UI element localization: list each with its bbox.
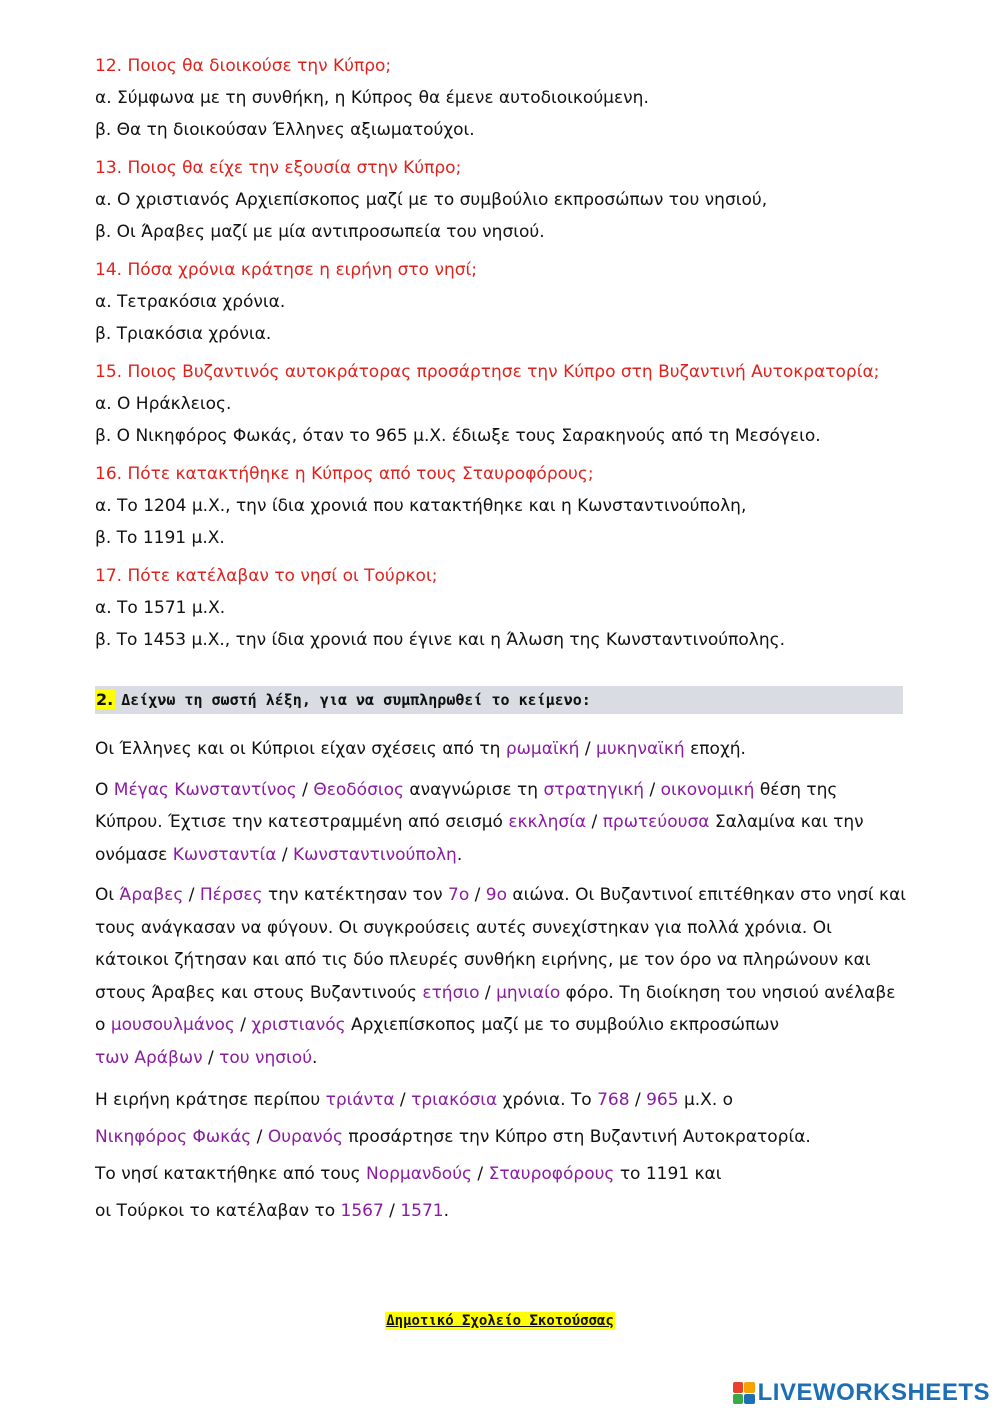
cloze-text-segment: Σαλαμίνα και την ονόμασε: [95, 812, 864, 865]
cloze-line-5: [95, 1119, 910, 1156]
cloze-text-segment: Ο: [95, 779, 114, 800]
question-text: 16. Πότε κατακτήθηκε η Κύπρος από τους Σταυροφόρους;: [95, 464, 594, 484]
cloze-text-segment: φόρο. Τη διοίκηση του νησιού ανέλαβε ο: [95, 982, 896, 1035]
cloze-text-segment: .: [456, 844, 463, 865]
choice-separator: /: [202, 1047, 220, 1068]
choice-separator: /: [629, 1090, 647, 1110]
cloze-text-segment: το 1191 και: [614, 1164, 722, 1184]
answer-option-a[interactable]: α. Το 1204 μ.Χ., την ίδια χρονιά που κατακτήθηκε και η Κωνσταντινούπολη,: [95, 496, 747, 516]
word-choice[interactable]: μηνιαίο: [496, 982, 561, 1003]
answer-option-b[interactable]: β. Το 1453 μ.Χ., την ίδια χρονιά που έγινε και η Άλωση της Κωνσταντινούπολης.: [95, 630, 785, 650]
question-12: [95, 50, 915, 146]
answer-option-a[interactable]: α. Σύμφωνα με τη συνθήκη, η Κύπρος θα έμενε αυτοδιοικούμενη.: [95, 88, 649, 108]
word-choice[interactable]: μουσουλμάνος: [110, 1015, 235, 1035]
word-choice[interactable]: των Αράβων: [95, 1047, 203, 1068]
word-choice[interactable]: Σταυροφόρους: [488, 1164, 615, 1184]
cloze-text-segment: Το νησί κατακτήθηκε από τους: [95, 1164, 366, 1184]
word-choice[interactable]: Μέγας Κωνσταντίνος: [113, 779, 297, 800]
questions-list: [95, 50, 915, 656]
question-16: [95, 458, 915, 554]
choice-separator: /: [234, 1015, 252, 1035]
word-choice[interactable]: εκκλησία: [508, 812, 587, 832]
cloze-text-segment: Αρχιεπίσκοπος μαζί με το συμβούλιο εκπροσώπων: [345, 1015, 780, 1035]
word-choice[interactable]: 1571: [400, 1201, 444, 1221]
word-choice[interactable]: 7ο: [448, 885, 470, 905]
question-14: [95, 254, 915, 350]
answer-option-a[interactable]: α. Το 1571 μ.Χ.: [95, 598, 226, 618]
choice-separator: /: [251, 1127, 268, 1147]
school-name: Δημοτικό Σχολείο Σκοτούσσας: [386, 1313, 614, 1329]
liveworksheets-logo-icon: [733, 1382, 755, 1404]
choice-separator: /: [586, 812, 603, 832]
school-footer: [0, 1310, 1000, 1330]
question-text: 15. Ποιος Βυζαντινός αυτοκράτορας προσάρτησε την Κύπρο στη Βυζαντινή Αυτοκρατορία;: [95, 362, 880, 382]
cloze-text-segment: αναγνώρισε τη: [404, 779, 544, 800]
cloze-text: [95, 733, 910, 1230]
cloze-text-segment: μ.Χ. ο: [678, 1090, 734, 1110]
question-17: [95, 560, 915, 656]
cloze-line-7: [95, 1193, 910, 1230]
cloze-text-segment: χρόνια. Το: [497, 1090, 598, 1110]
word-choice[interactable]: Άραβες: [119, 885, 184, 905]
choice-separator: /: [644, 779, 661, 800]
cloze-paragraph-1: [95, 733, 910, 766]
cloze-text-segment: .: [312, 1047, 318, 1068]
cloze-text-segment: εποχή.: [684, 739, 746, 759]
word-choice[interactable]: χριστιανός: [251, 1015, 346, 1035]
answer-option-b[interactable]: β. Οι Άραβες μαζί με μία αντιπροσωπεία του νησιού.: [95, 222, 545, 242]
word-choice[interactable]: Νορμανδούς: [365, 1164, 473, 1184]
word-choice[interactable]: τριακόσια: [411, 1090, 498, 1110]
question-15: [95, 356, 915, 452]
word-choice[interactable]: 768: [597, 1090, 630, 1110]
cloze-paragraph-2: [95, 774, 910, 872]
brand-name: LIVEWORKSHEETS: [757, 1379, 990, 1406]
cloze-line-4: [95, 1082, 910, 1119]
word-choice[interactable]: Θεοδόσιος: [313, 779, 404, 800]
cloze-paragraph-3: [95, 879, 910, 1074]
word-choice[interactable]: Νικηφόρος Φωκάς: [95, 1127, 252, 1147]
choice-separator: /: [469, 885, 486, 905]
word-choice[interactable]: Κωνσταντινούπολη: [293, 844, 457, 865]
word-choice[interactable]: ετήσιο: [422, 982, 480, 1003]
cloze-line-6: [95, 1156, 910, 1193]
section-number: 2.: [96, 690, 114, 709]
choice-separator: /: [276, 844, 294, 865]
word-choice[interactable]: τριάντα: [325, 1090, 395, 1110]
liveworksheets-brand: [733, 1380, 990, 1406]
choice-separator: /: [183, 885, 200, 905]
question-text: 14. Πόσα χρόνια κράτησε η ειρήνη στο νησί;: [95, 260, 477, 280]
cloze-text-segment: Οι: [95, 885, 120, 905]
choice-separator: /: [472, 1164, 489, 1184]
answer-option-b[interactable]: β. Ο Νικηφόρος Φωκάς, όταν το 965 μ.Χ. έδιωξε τους Σαρακηνούς από τη Μεσόγειο.: [95, 426, 821, 446]
cloze-text-segment: οι Τούρκοι το κατέλαβαν το: [95, 1201, 341, 1221]
section-2-header: [95, 686, 903, 714]
word-choice[interactable]: πρωτεύουσα: [602, 812, 710, 832]
question-text: 12. Ποιος θα διοικούσε την Κύπρο;: [95, 56, 392, 76]
question-text: 17. Πότε κατέλαβαν το νησί οι Τούρκοι;: [95, 566, 438, 586]
question-text: 13. Ποιος θα είχε την εξουσία στην Κύπρο;: [95, 158, 462, 178]
word-choice[interactable]: 9ο: [485, 885, 507, 905]
cloze-text-segment: αιώνα. Οι Βυζαντινοί επιτέθηκαν στο νησί και τους ανάγκασαν να φύγουν. Οι συγκρούσεις αυτές συνεχίστηκαν για πολλά χρόνια. Οι κάτοικοι ζήτησαν και από τις δύο πλευρές συνθήκη ειρήνης, με τον όρο να πληρώνουν και στους Άραβες και στους Βυζαντινούς: [95, 885, 907, 1003]
word-choice[interactable]: μυκηναϊκή: [596, 739, 685, 759]
choice-separator: /: [383, 1201, 401, 1221]
section-title: Δείχνω τη σωστή λέξη, για να συμπληρωθεί το κείμενο:: [121, 691, 591, 709]
answer-option-a[interactable]: α. Ο Ηράκλειος.: [95, 394, 232, 414]
word-choice[interactable]: στρατηγική: [543, 779, 645, 800]
choice-separator: /: [296, 779, 314, 800]
word-choice[interactable]: 1567: [340, 1201, 384, 1221]
word-choice[interactable]: Ουρανός: [267, 1127, 343, 1147]
answer-option-b[interactable]: β. Θα τη διοικούσαν Έλληνες αξιωματούχοι.: [95, 120, 475, 140]
answer-option-a[interactable]: α. Τετρακόσια χρόνια.: [95, 292, 286, 312]
choice-separator: /: [394, 1090, 412, 1110]
word-choice[interactable]: 965: [646, 1090, 679, 1110]
cloze-text-segment: θέση της Κύπρου. Έχτισε την κατεστραμμένη από σεισμό: [95, 779, 838, 832]
answer-option-a[interactable]: α. Ο χριστιανός Αρχιεπίσκοπος μαζί με το συμβούλιο εκπροσώπων του νησιού,: [95, 190, 768, 210]
cloze-text-segment: Η ειρήνη κράτησε περίπου: [95, 1090, 326, 1110]
choice-separator: /: [579, 739, 597, 759]
cloze-text-segment: .: [443, 1201, 449, 1221]
word-choice[interactable]: ρωμαϊκή: [505, 739, 580, 759]
cloze-text-segment: Οι Έλληνες και οι Κύπριοι είχαν σχέσεις από τη: [95, 739, 506, 759]
answer-option-b[interactable]: β. Τριακόσια χρόνια.: [95, 324, 272, 344]
word-choice[interactable]: του νησιού: [219, 1047, 313, 1068]
cloze-text-segment: προσάρτησε την Κύπρο στη Βυζαντινή Αυτοκρατορία.: [342, 1127, 811, 1147]
word-choice[interactable]: οικονομική: [660, 779, 755, 800]
choice-separator: /: [479, 982, 497, 1003]
word-choice[interactable]: Πέρσες: [199, 885, 263, 905]
cloze-text-segment: την κατέκτησαν τον: [262, 885, 449, 905]
word-choice[interactable]: Κωνσταντία: [172, 844, 277, 865]
question-13: [95, 152, 915, 248]
answer-option-b[interactable]: β. Το 1191 μ.Χ.: [95, 528, 225, 548]
